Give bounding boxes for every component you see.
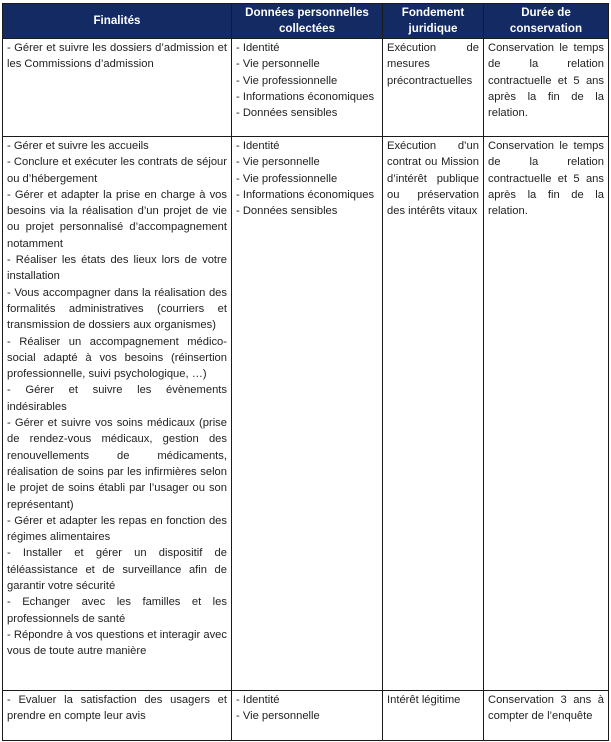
finalite-item: - Conclure et exécuter les contrats de séjour ou d’hébergement xyxy=(7,156,227,185)
donnee-item: - Identité xyxy=(236,694,280,706)
finalite-item: - Gérer et suivre les accueils xyxy=(7,140,149,152)
finalite-item: - Gérer et suivre vos soins médicaux (prise de rendez-vous médicaux, gestion des renouvellements de médicaments, réalisation de soins par les infirmières selon le projet de soins établi par l’usager ou son représentant) xyxy=(7,417,227,511)
donnees-cell xyxy=(232,137,383,691)
finalite-item: - Gérer et adapter les repas en fonction des régimes alimentaires xyxy=(7,514,227,544)
donnees-cell xyxy=(232,39,383,137)
table-row xyxy=(3,39,609,137)
donnee-item: - Identité xyxy=(236,42,280,54)
finalite-item: - Gérer et adapter la prise en charge à vos besoins via la réalisation d’un projet de vie ou projet personnalisé d’accompagnement notamment xyxy=(7,188,227,250)
donnee-item: - Données sensibles xyxy=(236,205,338,218)
header-row xyxy=(3,4,609,39)
fondement-cell: Intérêt légitime xyxy=(383,691,484,741)
donnee-item: - Vie personnelle xyxy=(236,710,320,723)
fondement-cell: Exécution d’un contrat ou Mission d’intérêt publique ou préservation des intérêts vitaux xyxy=(383,137,484,691)
finalites-cell xyxy=(3,691,232,741)
table-row xyxy=(3,137,609,691)
donnee-item: - Informations économiques xyxy=(236,90,375,103)
data-processing-table xyxy=(2,3,609,741)
finalites-cell xyxy=(3,137,232,691)
donnee-item: - Vie professionnelle xyxy=(236,172,338,185)
header-finalites: Finalités xyxy=(3,4,232,39)
finalite-item: - Evaluer la satisfaction des usagers et prendre en compte leur avis xyxy=(7,694,227,723)
finalite-item: - Réaliser un accompagnement médico-social adapté à vos besoins (réinsertion professionnelle, suivi psychologique, …) xyxy=(7,335,227,381)
finalite-item: - Installer et gérer un dispositif de téléassistance et de surveillance afin de garantir votre sécurité xyxy=(7,547,227,593)
finalite-item: - Gérer et suivre les évènements indésirables xyxy=(7,384,227,413)
donnee-item: - Vie professionnelle xyxy=(236,74,338,87)
duree-cell: Conservation 3 ans à compter de l’enquête xyxy=(484,691,609,741)
finalite-item: - Répondre à vos questions et interagir avec vous de toute autre manière xyxy=(7,628,227,658)
finalite-item: - Réaliser les états des lieux lors de votre installation xyxy=(7,254,227,283)
finalite-item: - Gérer et suivre les dossiers d’admission et les Commissions d’admission xyxy=(7,42,227,71)
donnee-item: - Données sensibles xyxy=(236,107,338,120)
duree-cell: Conservation le temps de la relation contractuelle et 5 ans après la fin de la relation. xyxy=(484,39,609,137)
donnee-item: - Identité xyxy=(236,140,280,152)
finalite-item: - Echanger avec les familles et les professionnels de santé xyxy=(7,596,227,625)
header-duree: Durée de conservation xyxy=(484,4,609,39)
finalite-item: - Vous accompagner dans la réalisation des formalités administratives (courriers et transmission de dossiers aux organismes) xyxy=(7,286,227,332)
donnee-item: - Informations économiques xyxy=(236,188,375,201)
header-fondement: Fondement juridique xyxy=(383,4,484,39)
fondement-cell: Exécution de mesures précontractuelles xyxy=(383,39,484,137)
table-row xyxy=(3,691,609,741)
header-donnees: Données personnelles collectées xyxy=(232,4,383,39)
donnees-cell xyxy=(232,691,383,741)
duree-cell: Conservation le temps de la relation contractuelle et 5 ans après la fin de la relation. xyxy=(484,137,609,691)
donnee-item: - Vie personnelle xyxy=(236,156,320,169)
donnee-item: - Vie personnelle xyxy=(236,58,320,71)
finalites-cell xyxy=(3,39,232,137)
